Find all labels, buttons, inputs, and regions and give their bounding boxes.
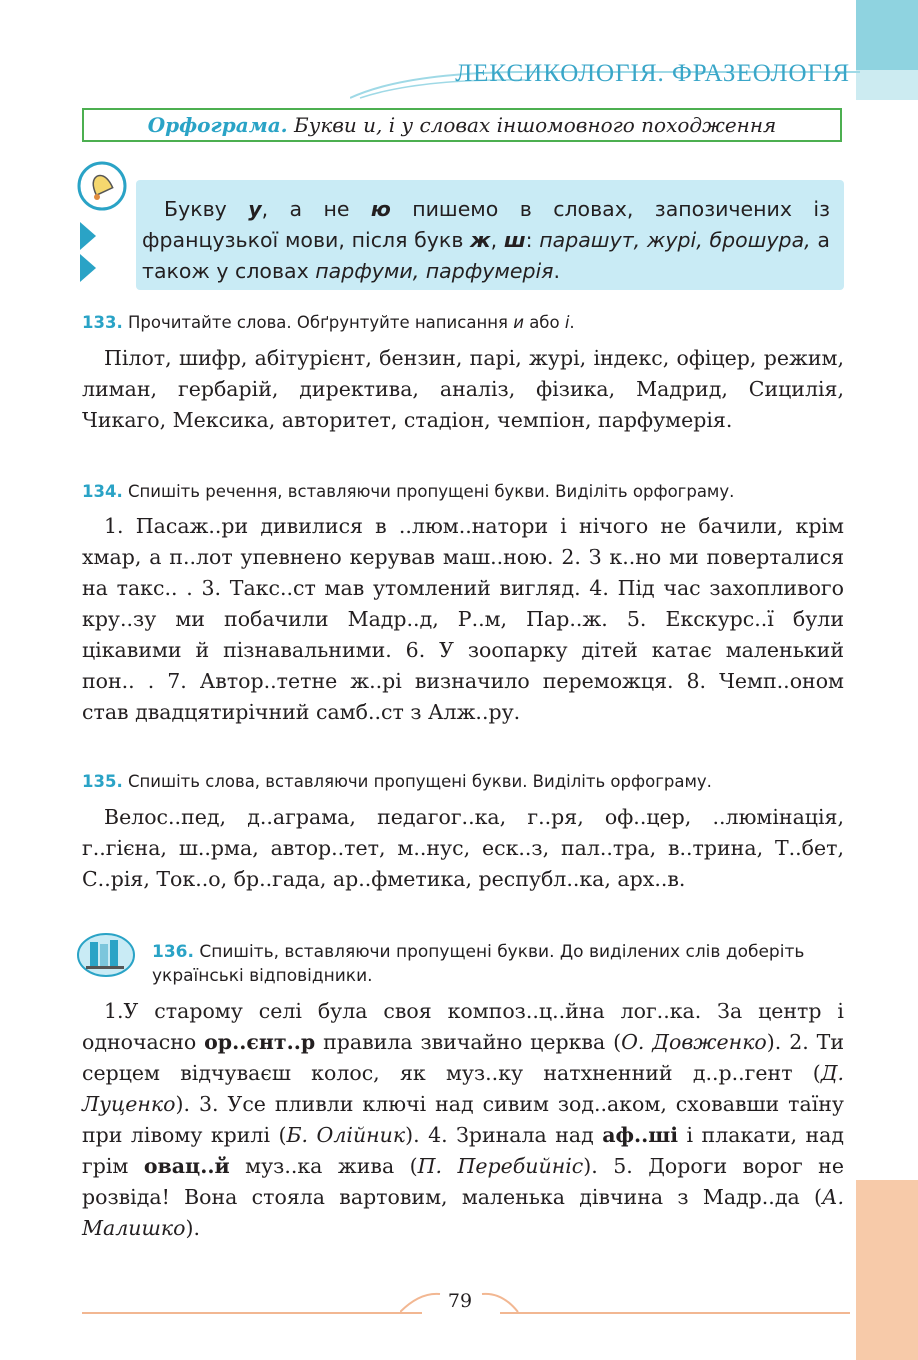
highlighted-word: ор..єнт..р xyxy=(204,1030,316,1054)
orfograma-text: Букви и, і у словах іншомовного походження xyxy=(287,113,777,137)
task-text: і xyxy=(564,313,570,332)
rule-arrow-2 xyxy=(80,254,96,282)
exercise-135-text xyxy=(82,802,844,895)
exercise-body: ). xyxy=(185,1216,200,1240)
header-tab-shade xyxy=(856,70,918,100)
rule-letter-yu: ю xyxy=(370,197,391,221)
header-tab xyxy=(856,0,918,70)
task-text: Прочитайте слова. Обґрунтуйте написання xyxy=(122,313,514,332)
task-text: Спишіть, вставляючи пропущені букви. До виділених слів доберіть українські відповідники. xyxy=(152,942,805,986)
rule-text: : xyxy=(525,228,540,252)
exercise-134-text xyxy=(82,511,844,728)
exercise-body: правила звичайно церква ( xyxy=(315,1030,622,1054)
author: Д. Луценко xyxy=(82,1061,844,1116)
exercise-136-task xyxy=(152,940,844,988)
rule-box xyxy=(136,180,844,290)
footer-line-left xyxy=(82,1312,422,1314)
rule-letter-u: у xyxy=(248,197,262,221)
page-number: 79 xyxy=(447,1290,473,1312)
rule-text: . xyxy=(553,259,561,283)
exercise-number: 136. xyxy=(152,942,194,962)
exercise-body: ). 2. Ти серцем відчуваєш колос, як муз..ку натхненний д..р..гент ( xyxy=(82,1030,844,1085)
rule-examples: парфуми, парфумерія xyxy=(315,259,554,283)
exercise-number: 135. xyxy=(82,772,123,791)
section-title: ЛЕКСИКОЛОГІЯ. ФРАЗЕОЛОГІЯ xyxy=(455,60,850,87)
rule-text: пишемо в словах, запозичених із французької мови, після букв xyxy=(142,197,830,252)
rule-letter-sh: ш xyxy=(503,228,526,252)
task-text: и xyxy=(513,313,524,332)
exercise-number: 133. xyxy=(82,313,123,332)
exercise-body: муз..ка жива ( xyxy=(229,1154,418,1178)
task-text: Спишіть слова, вставляючи пропущені букви. Виділіть орфограму. xyxy=(122,772,712,791)
side-tab-orange xyxy=(856,1180,918,1360)
task-text: Спишіть речення, вставляючи пропущені букви. Виділіть орфограму. xyxy=(122,482,735,501)
exercise-133-text xyxy=(82,343,844,436)
exercise-body: ). 5. Дороги ворог не розвіда! Вона стояла вартовим, маленька дівчина з Мадр..да ( xyxy=(82,1154,844,1209)
author: Б. Олійник xyxy=(286,1123,406,1147)
highlighted-word: овац..й xyxy=(143,1154,230,1178)
author: А. Малишко xyxy=(82,1185,844,1240)
exercise-body: ). 3. Усе пливли ключі над сивим зод..аком, сховавши таїну при лівому крилі ( xyxy=(82,1092,844,1147)
rule-text: , xyxy=(490,228,504,252)
rule-text: а також у словах xyxy=(142,228,830,283)
task-text: . xyxy=(569,313,575,332)
exercise-135-task xyxy=(82,772,844,791)
highlighted-word: аф..ші xyxy=(602,1123,679,1147)
exercise-body: ). 4. Зринала над xyxy=(405,1123,603,1147)
exercise-body: 1. Пасаж..ри дивилися в ..люм..натори і нічого не бачили, крім хмар, а п..лот упевнено керував маш..ною. 2. З к..но ми поверталися на такс.. . 3. Такс..ст мав утомлений вигляд. 4. Під час захопливого кру..зу ми побачили Мадр..д, Р..м, Пар..ж. 5. Екскурс..ї були цікавими й пізнавальними. 6. У зоопарку дітей катає маленький пон.. . 7. Автор..тетне ж..рі визначило переможця. 8. Чемп..оном став двадцятирічний самб..ст з Алж..ру. xyxy=(82,514,844,724)
exercise-body: Пілот, шифр, абітурієнт, бензин, парі, журі, індекс, офіцер, режим, лиман, гербарій, директива, аналіз, фізика, Мадрид, Сицилія, Чикаго, Мексика, авторитет, стадіон, чемпіон, парфумерія. xyxy=(82,346,844,432)
rule-text: Букву xyxy=(164,197,249,221)
exercise-body: 1.У старому селі була своя композ..ц..йна лог..ка. За центр і одночасно xyxy=(82,999,844,1054)
exercise-134-task xyxy=(82,482,844,501)
rule-text: , а не xyxy=(261,197,371,221)
bell-icon xyxy=(76,160,128,212)
rule-letter-zh: ж xyxy=(470,228,491,252)
task-text: або xyxy=(523,313,565,332)
orfograma-label: Орфограма. xyxy=(147,113,288,137)
exercise-number: 134. xyxy=(82,482,123,501)
author: П. Перебийніс xyxy=(417,1154,584,1178)
exercise-body: Велос..пед, д..аграма, педагог..ка, г..ря, оф..цер, ..люмінація, г..гієна, ш..рма, автор..тет, м..нус, еск..з, пал..тра, в..трина, Т..бет, С..рія, Ток..о, бр..гада, ар..фметика, республ..ка, арх..в. xyxy=(82,805,844,891)
book-icon xyxy=(76,932,136,978)
rule-arrow-1 xyxy=(80,222,96,250)
orfograma-box xyxy=(82,108,842,142)
exercise-133-task xyxy=(82,313,844,332)
footer-line-right xyxy=(500,1312,850,1314)
author: О. Довженко xyxy=(621,1030,767,1054)
exercise-136-text xyxy=(82,996,844,1244)
rule-examples: парашут, журі, брошура, xyxy=(539,228,811,252)
exercise-body: і плакати, над грім xyxy=(82,1123,844,1178)
